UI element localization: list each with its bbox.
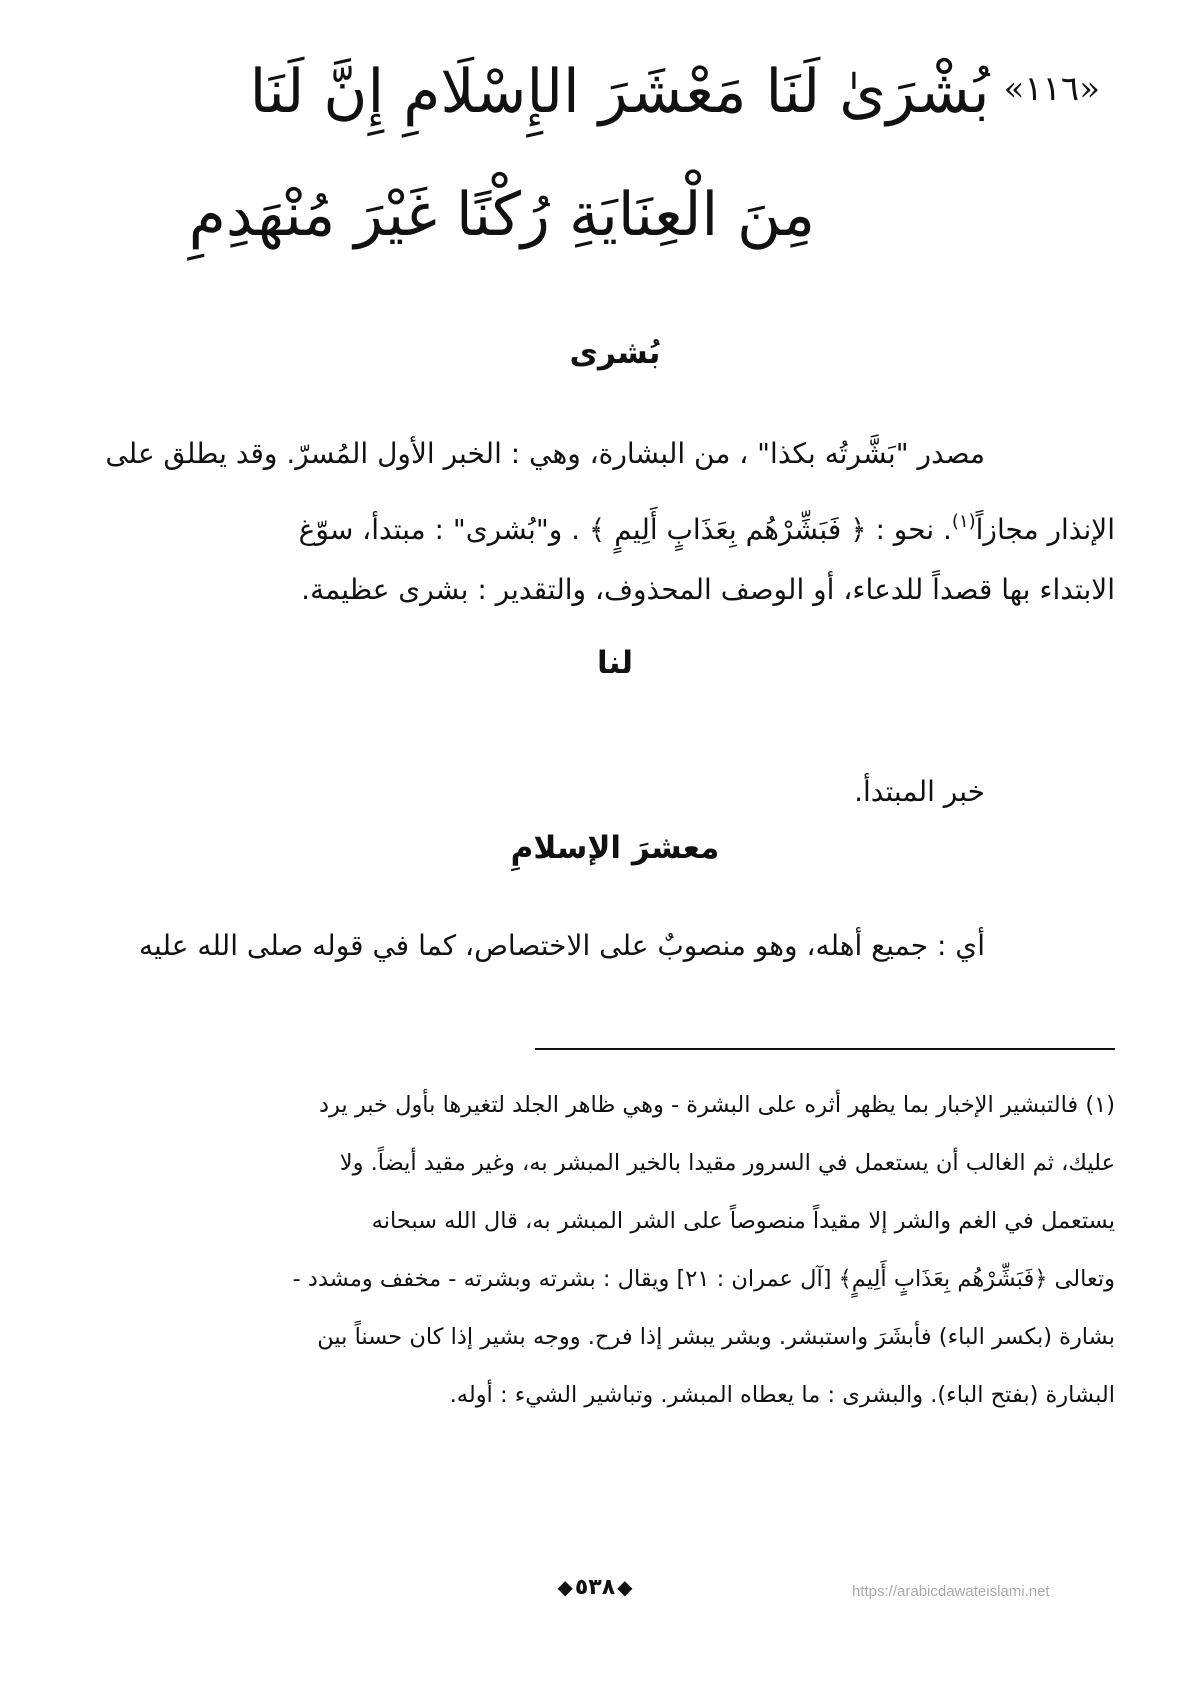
verse-line-1-text: بُشْرَىٰ لَنَا مَعْشَرَ الإِسْلَامِ إِنَّ لَنَا	[249, 57, 990, 127]
verse-line-2: مِنَ الْعِنَايَةِ رُكْنًا غَيْرَ مُنْهَدِمِ	[188, 180, 815, 250]
footnote-line: وتعالى ﴿فَبَشِّرْهُم بِعَذَابٍ أَلِيمٍ﴾ [آل عمران : ٢١] ويقال : بشرته وبشرته - مخفف ومشدد -	[292, 1266, 1115, 1292]
footnote-ref[interactable]: (١)	[951, 511, 976, 532]
footnote-line: عليك، ثم الغالب أن يستعمل في السرور مقيدا بالخير المبشر به، وغير مقيد أيضاً. ولا	[339, 1150, 1115, 1176]
paragraph-lana	[70, 758, 1115, 826]
paragraph-line	[70, 488, 1115, 556]
footnote-line: بشارة (بكسر الباء) فأبشَرَ واستبشر. وبشر يبشر إذا فرح. ووجه بشير إذا كان حسناً بين	[317, 1324, 1115, 1350]
paragraph-mashar	[70, 912, 1115, 980]
verse-number: «١١٦»	[1003, 69, 1100, 109]
ornament-left-icon: ◆	[557, 1575, 573, 1599]
verse-line-1	[249, 57, 1100, 127]
paragraph-line: خبر المبتدأ.	[854, 775, 985, 808]
paragraph-line-part: . نحو : ﴿ فَبَشِّرْهُم بِعَذَابٍ أَلِيمٍ ﴾ . و"بُشرى" : مبتدأ، سوّغ	[298, 513, 952, 546]
ornament-right-icon: ◆	[617, 1575, 633, 1599]
watermark-url: https://arabicdawateislami.net	[852, 1583, 1050, 1600]
footnote	[70, 1076, 1115, 1424]
paragraph-line: الابتداء بها قصداً للدعاء، أو الوصف المحذوف، والتقدير : بشرى عظيمة.	[301, 573, 1115, 606]
paragraph-line-part: الإنذار مجازاً	[975, 513, 1115, 546]
footnote-line: يستعمل في الغم والشر إلا مقيداً منصوصاً على الشر المبشر به، قال الله سبحانه	[371, 1208, 1115, 1234]
paragraph-bushra	[70, 420, 1115, 624]
footnote-line: (١) فالتبشير الإخبار بما يظهر أثره على البشرة - وهي ظاهر الجلد لتغيرها بأول خبر يرد	[318, 1092, 1115, 1118]
footnote-line: البشارة (بفتح الباء). والبشرى : ما يعطاه المبشر. وتباشير الشيء : أوله.	[449, 1382, 1115, 1408]
paragraph-line: مصدر "بَشَّرتُه بكذا" ، من البشارة، وهي : الخبر الأول المُسرّ. وقد يطلق على	[105, 437, 985, 470]
section-heading-mashar: معشرَ الإسلامِ	[510, 830, 720, 866]
section-heading-bushra: بُشرى	[569, 335, 661, 371]
section-heading-lana: لنا	[597, 645, 633, 681]
footnote-divider	[535, 1048, 1115, 1050]
page-number-text: ٥٣٨	[574, 1575, 616, 1600]
paragraph-line: أي : جميع أهله، وهو منصوبٌ على الاختصاص، كما في قوله صلى الله عليه	[139, 929, 985, 962]
